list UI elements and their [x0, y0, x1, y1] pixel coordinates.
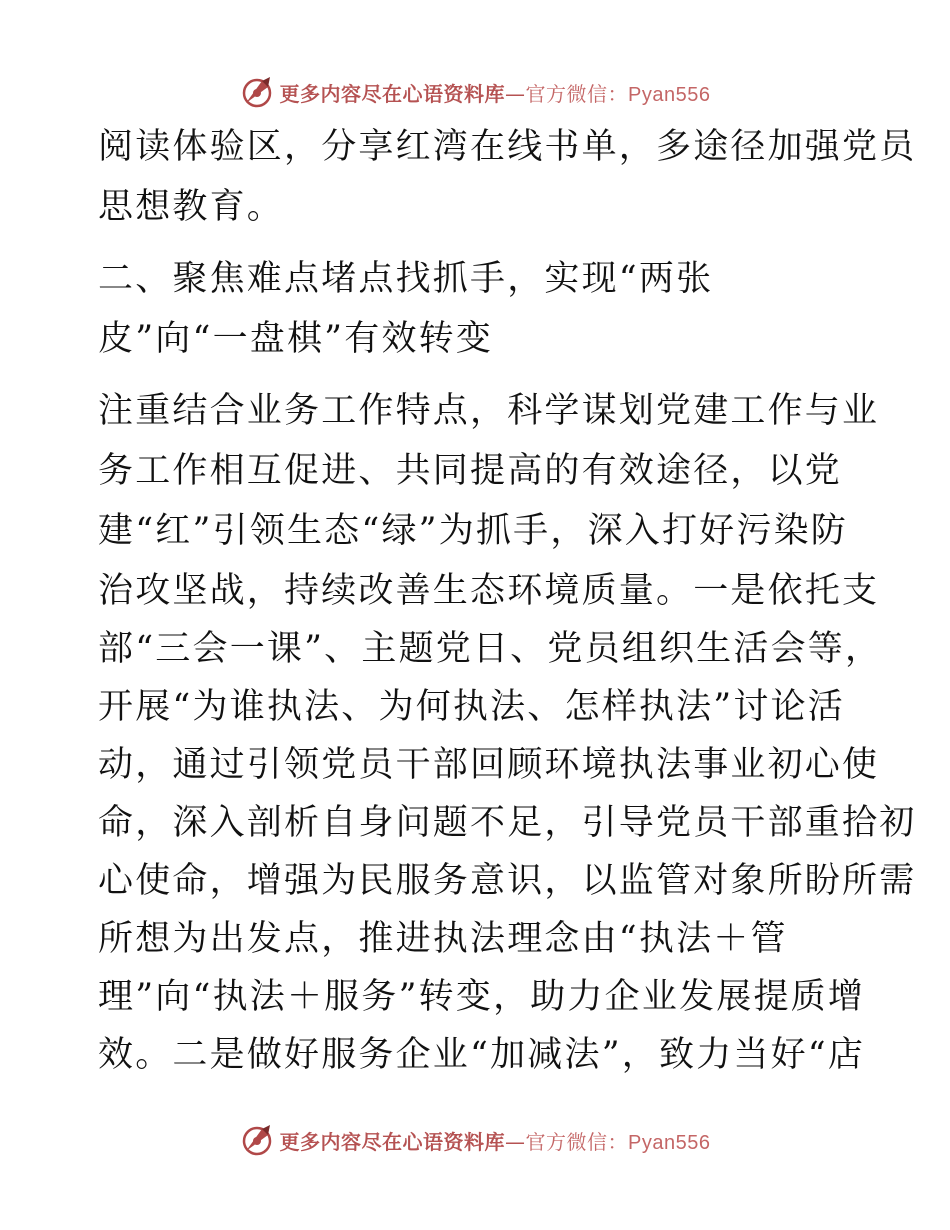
header-wechat-id: Pyan556 [628, 83, 711, 106]
footer-wechat-id: Pyan556 [628, 1131, 711, 1154]
footer-banner [0, 1120, 950, 1160]
text-line: 部“三会一课”、主题党日、党员组织生活会等， [98, 629, 883, 669]
header-library-text: 更多内容尽在心语资料库 [279, 81, 506, 106]
text-line: 开展“为谁执法、为何执法、怎样执法”讨论活 [98, 687, 845, 727]
header-separator: ： [607, 81, 629, 106]
footer-separator: ： [607, 1129, 629, 1154]
text-line: 心使命，增强为民服务意识，以监管对象所盼所需 [98, 861, 917, 901]
footer-wechat-label: 官方微信 [525, 1129, 608, 1154]
footer-text [280, 1126, 711, 1155]
text-line: 所想为出发点，推进执法理念由“执法＋管 [98, 919, 788, 959]
header-dash: — [505, 81, 526, 106]
pen-nib-logo-icon [240, 75, 274, 109]
text-line: 理”向“执法＋服务”转变，助力企业发展提质增 [98, 977, 866, 1017]
text-line: 命，深入剖析自身问题不足，引导党员干部重拾初 [98, 803, 917, 843]
footer-dash: — [505, 1129, 526, 1154]
text-line: 动，通过引领党员干部回顾环境执法事业初心使 [98, 745, 880, 785]
text-line: 治攻坚战，持续改善生态环境质量。一是依托支 [98, 571, 880, 611]
header-banner [0, 72, 950, 112]
section-heading-line: 皮”向“一盘棋”有效转变 [98, 319, 494, 359]
section-heading-line: 二、聚焦难点堵点找抓手，实现“两张 [98, 259, 714, 299]
text-line: 思想教育。 [98, 187, 285, 227]
text-line: 效。二是做好服务企业“加减法”，致力当好“店 [98, 1035, 866, 1075]
footer-library-text: 更多内容尽在心语资料库 [279, 1129, 506, 1154]
text-line: 务工作相互促进、共同提高的有效途径，以党 [98, 451, 843, 491]
header-wechat-label: 官方微信 [525, 81, 608, 106]
pen-nib-logo-icon [240, 1123, 274, 1157]
text-line: 建“红”引领生态“绿”为抓手，深入打好污染防 [98, 511, 848, 551]
text-line: 注重结合业务工作特点，科学谋划党建工作与业 [98, 391, 880, 431]
header-text [280, 78, 711, 107]
text-line: 阅读体验区，分享红湾在线书单，多途径加强党员 [98, 127, 917, 167]
